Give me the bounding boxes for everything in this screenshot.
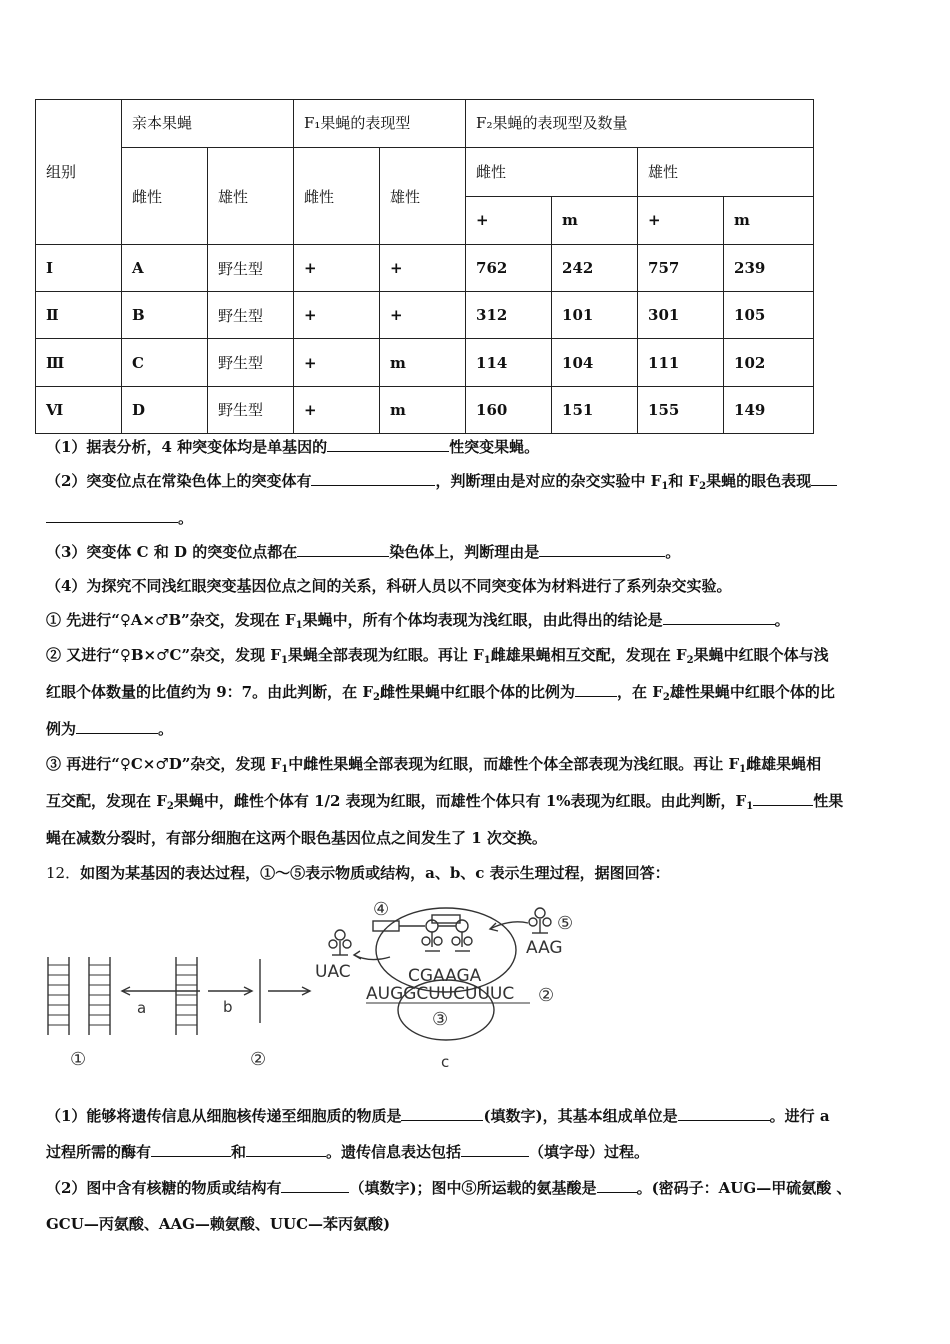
answer-blank[interactable] [297,542,389,557]
cell-f2-female-plus: 312 [466,292,552,339]
header-f2: F₂果蝇的表现型及数量 [466,100,814,148]
question-3: （3）突变体 C 和 D 的突变位点都在 染色体上，判断理由是 。 [46,543,681,561]
question-4-3-line2: 互交配，发现在 $F_2$果蝇中，雌性个体有 1/2 表现为红眼，而雄性个体只有 1%表现为红眼。由此判断，$F_1$ 性果 [46,792,844,812]
cell-female-parent: A [122,244,208,291]
trna-incoming [529,908,551,933]
header-f1-male: 雄性 [380,148,466,245]
header-f2-male: 雄性 [638,148,814,196]
answer-blank[interactable] [281,1178,349,1193]
anticodon-aag: AAG [526,938,563,958]
header-parent-female: 雌性 [122,148,208,245]
answer-blank[interactable] [753,791,813,806]
gene-expression-diagram [40,895,580,1075]
cell-f2-male-plus: 155 [638,386,724,433]
answer-blank[interactable] [246,1142,326,1157]
cell-group: Ⅱ [36,292,122,339]
answer-blank[interactable] [811,471,837,486]
cell-f1-male: + [380,244,466,291]
question-12-2: （2）图中含有核糖的物质或结构有 （填数字)；图中⑤所运载的氨基酸是 。(密码子：AUG—甲硫氨酸 、 [46,1179,852,1197]
cell-f2-male-plus: 111 [638,339,724,386]
header-f1-female: 雌性 [294,148,380,245]
cell-male-parent: 野生型 [208,339,294,386]
header-f2-female-plus: + [466,196,552,244]
cell-group: Ⅵ [36,386,122,433]
header-group: 组别 [36,100,122,245]
cell-f2-male-m: 102 [724,339,814,386]
trna-in-ribosome [422,915,472,951]
cell-f1-male: m [380,339,466,386]
answer-blank[interactable] [327,437,449,452]
cell-f2-female-m: 242 [552,244,638,291]
cell-f2-male-m: 105 [724,292,814,339]
question-2-cont: 。 [46,508,906,528]
cell-f1-female: + [294,292,380,339]
table-row [36,386,814,433]
anticodon-sequence: CGAAGA [408,966,482,986]
cell-female-parent: B [122,292,208,339]
cell-male-parent: 野生型 [208,386,294,433]
header-f2-male-plus: + [638,196,724,244]
answer-blank[interactable] [461,1142,529,1157]
question-12-1-line2: 过程所需的酶有 和 。遗传信息表达包括 （填字母）过程。 [46,1143,650,1161]
table-row [36,292,814,339]
table-row [36,244,814,291]
cell-f2-female-plus: 762 [466,244,552,291]
label-b: b [223,998,233,1016]
cell-f1-female: + [294,386,380,433]
answer-blank[interactable] [678,1106,770,1121]
cell-f1-male: m [380,386,466,433]
trna-leaving [329,930,351,955]
label-3-ribosome: ③ [432,1009,449,1030]
cell-female-parent: C [122,339,208,386]
question-1: （1）据表分析，4 种突变体均是单基因的 性突变果蝇。 [46,438,540,456]
answer-blank[interactable] [597,1178,637,1193]
cell-f2-female-plus: 160 [466,386,552,433]
label-2-mrna: ② [250,1049,267,1070]
cell-f2-female-m: 101 [552,292,638,339]
answer-blank[interactable] [311,471,435,486]
answer-blank[interactable] [46,508,178,523]
cell-male-parent: 野生型 [208,244,294,291]
question-4-1: ① 先进行“♀A×♂B”杂交，发现在 $F_1$果蝇中，所有个体均表现为浅红眼，由此得出的结论是 。 [46,611,790,631]
amino-acid-box [373,921,399,931]
question-2: （2）突变位点在常染色体上的突变体有 ，判断理由是对应的杂交实验中 $F_1$和 $F_2$果蝇的眼色表现 [46,471,906,497]
question-4-2: ② 又进行“♀B×♂C”杂交，发现 $F_1$果蝇全部表现为红眼。再让 $F_1$雌雄果蝇相互交配，发现在 $F_2$果蝇中红眼个体与浅 [46,646,829,666]
header-f1: F₁果蝇的表现型 [294,100,466,148]
answer-blank[interactable] [575,682,617,697]
table-row [36,339,814,386]
cell-group: Ⅲ [36,339,122,386]
question-4-2-line2: 红眼个体数量的比值约为 9：7。由此判断，在 $F_2$雌性果蝇中红眼个体的比例为 ，在 $F_2$雄性果蝇中红眼个体的比 [46,683,835,703]
question-4-3-line3: 蝇在减数分裂时，有部分细胞在这两个眼色基因位点之间发生了 1 次交换。 [46,829,547,847]
label-5-trna: ⑤ [557,913,574,934]
cell-f2-male-m: 149 [724,386,814,433]
header-parent-male: 雄性 [208,148,294,245]
question-4-3: ③ 再进行“♀C×♂D”杂交，发现 $F_1$中雌性果蝇全部表现为红眼，而雄性个体全部表现为浅红眼。再让 $F_1$雌雄果蝇相 [46,755,822,775]
header-parent: 亲本果蝇 [122,100,294,148]
label-4-polypeptide: ④ [373,899,390,920]
question-12: 12．如图为某基因的表达过程，①～⑤表示物质或结构，a、b、c 表示生理过程，据图回答： [46,864,670,882]
header-f2-female: 雌性 [466,148,638,196]
label-a: a [137,999,147,1017]
cell-f1-female: + [294,244,380,291]
dna-ladder-2 [176,957,197,1035]
answer-blank[interactable] [401,1106,483,1121]
cell-f2-female-plus: 114 [466,339,552,386]
cell-male-parent: 野生型 [208,292,294,339]
cell-f2-female-m: 151 [552,386,638,433]
fly-data-table [35,99,814,434]
cell-f1-female: + [294,339,380,386]
answer-blank[interactable] [663,610,775,625]
cell-group: Ⅰ [36,244,122,291]
cell-female-parent: D [122,386,208,433]
mrna-sequence: AUGGCUUCUUUC [366,984,515,1004]
cell-f2-male-m: 239 [724,244,814,291]
cell-f2-male-plus: 301 [638,292,724,339]
label-2-mrna-right: ② [538,985,555,1006]
cell-f2-female-m: 104 [552,339,638,386]
label-c: c [441,1053,450,1071]
answer-blank[interactable] [151,1142,231,1157]
answer-blank[interactable] [539,542,665,557]
question-12-2-line2: GCU—丙氨酸、AAG—赖氨酸、UUC—苯丙氨酸) [46,1215,391,1233]
question-12-1: （1）能够将遗传信息从细胞核传递至细胞质的物质是 (填数字)，其基本组成单位是 。进行 a [46,1107,830,1125]
cell-f1-male: + [380,292,466,339]
anticodon-uac: UAC [315,962,351,982]
header-f2-male-m: m [724,196,814,244]
label-1-dna: ① [70,1049,87,1070]
header-f2-female-m: m [552,196,638,244]
question-4: （4）为探究不同浅红眼突变基因位点之间的关系，科研人员以不同突变体为材料进行了系列杂交实验。 [46,577,732,595]
dna-ladder-1 [48,957,110,1035]
answer-blank[interactable] [76,719,158,734]
cell-f2-male-plus: 757 [638,244,724,291]
question-4-2-line3: 例为 。 [46,720,174,738]
